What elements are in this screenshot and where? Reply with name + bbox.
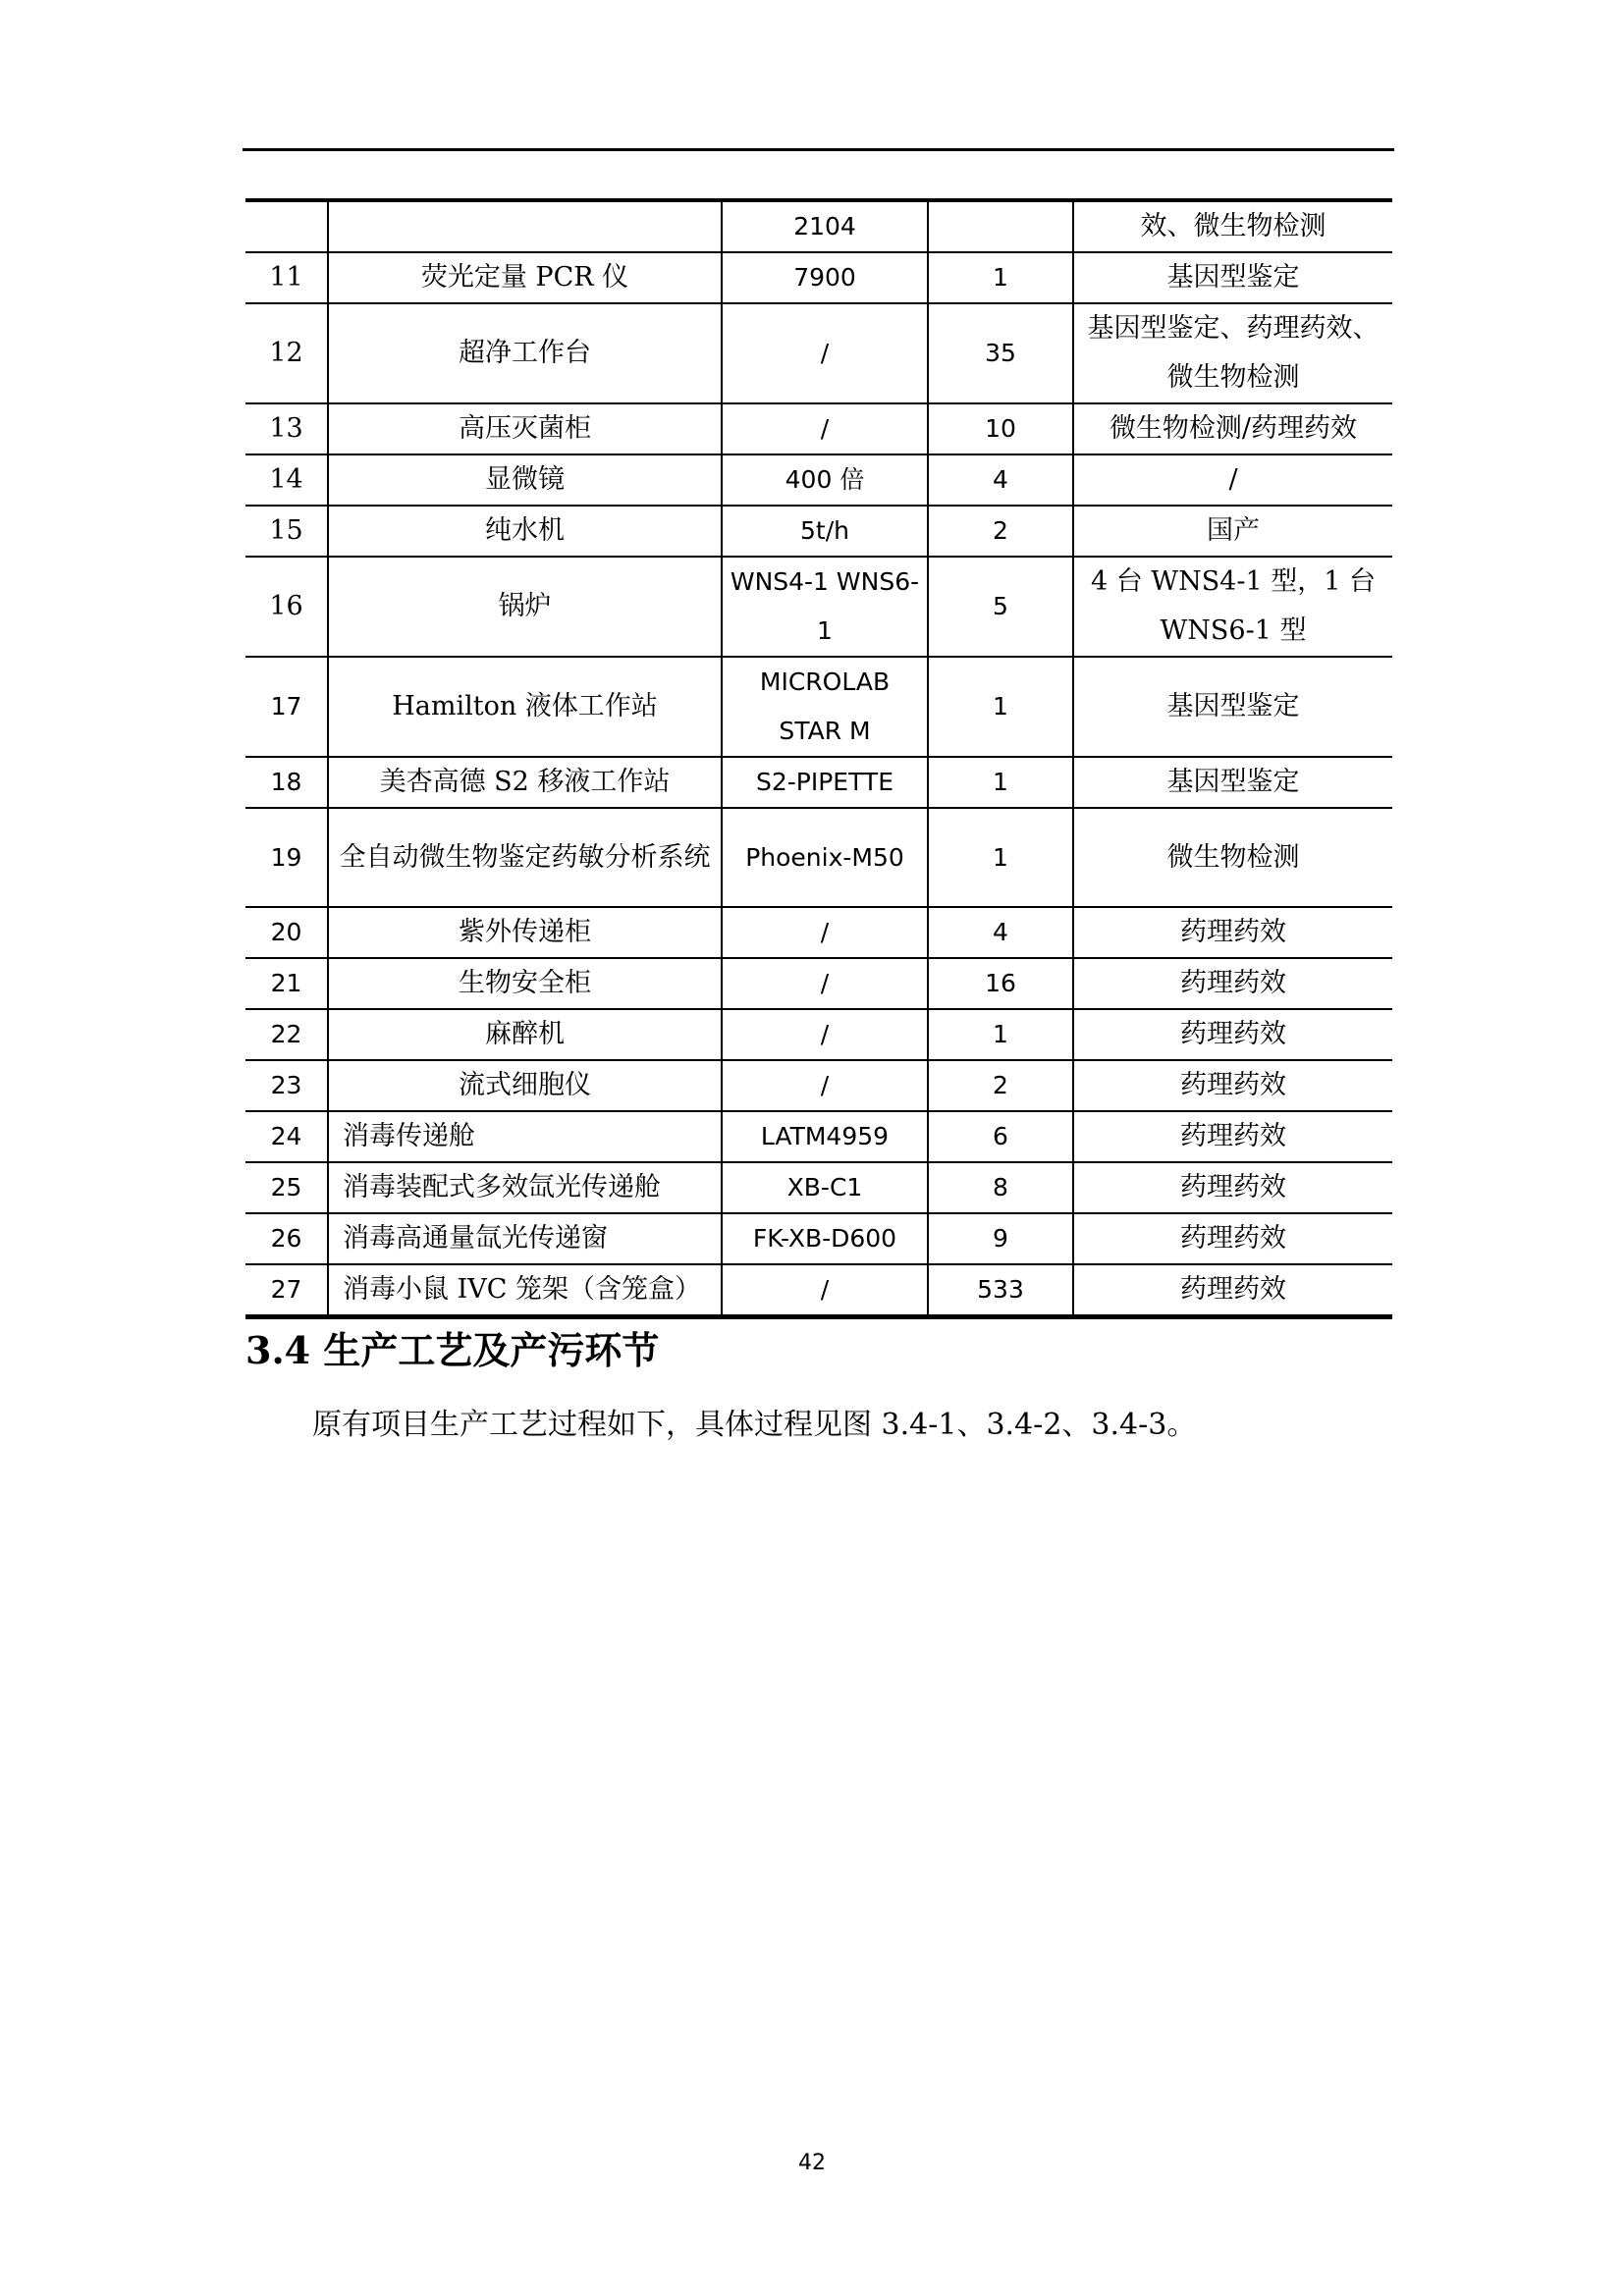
row-number-cell: 27 bbox=[245, 1264, 328, 1317]
model-cell: / bbox=[722, 403, 928, 454]
equipment-name-cell: 纯水机 bbox=[328, 506, 722, 557]
row-number-cell: 17 bbox=[245, 657, 328, 757]
row-number-cell bbox=[245, 200, 328, 252]
quantity-cell: 6 bbox=[928, 1111, 1073, 1162]
remark-cell: 微生物检测/药理药效 bbox=[1073, 403, 1392, 454]
model-cell: MICROLAB STAR M bbox=[722, 657, 928, 757]
quantity-cell: 1 bbox=[928, 252, 1073, 303]
model-cell: / bbox=[722, 1009, 928, 1060]
row-number-cell: 26 bbox=[245, 1213, 328, 1264]
model-cell: 7900 bbox=[722, 252, 928, 303]
table-row bbox=[245, 657, 1392, 757]
table-row bbox=[245, 1162, 1392, 1213]
row-number-cell: 13 bbox=[245, 403, 328, 454]
row-number-cell: 12 bbox=[245, 303, 328, 403]
quantity-cell: 2 bbox=[928, 1060, 1073, 1111]
page-number: 42 bbox=[798, 2151, 826, 2175]
table-row bbox=[245, 1060, 1392, 1111]
equipment-name-cell: 消毒小鼠 IVC 笼架（含笼盒） bbox=[328, 1264, 722, 1317]
equipment-name-cell: 流式细胞仪 bbox=[328, 1060, 722, 1111]
table-row bbox=[245, 757, 1392, 808]
quantity-cell: 1 bbox=[928, 808, 1073, 907]
equipment-table-body bbox=[245, 200, 1392, 1317]
model-cell: S2-PIPETTE bbox=[722, 757, 928, 808]
remark-cell: 药理药效 bbox=[1073, 907, 1392, 958]
table-row bbox=[245, 1009, 1392, 1060]
remark-cell: / bbox=[1073, 454, 1392, 506]
row-number-cell: 25 bbox=[245, 1162, 328, 1213]
remark-cell: 药理药效 bbox=[1073, 1009, 1392, 1060]
row-number-cell: 22 bbox=[245, 1009, 328, 1060]
row-number-cell: 14 bbox=[245, 454, 328, 506]
remark-cell: 4 台 WNS4-1 型，1 台 WNS6-1 型 bbox=[1073, 557, 1392, 657]
table-row bbox=[245, 907, 1392, 958]
remark-cell: 基因型鉴定 bbox=[1073, 757, 1392, 808]
row-number-cell: 23 bbox=[245, 1060, 328, 1111]
quantity-cell: 4 bbox=[928, 907, 1073, 958]
table-row bbox=[245, 557, 1392, 657]
equipment-name-cell: 美杏高德 S2 移液工作站 bbox=[328, 757, 722, 808]
row-number-cell: 21 bbox=[245, 958, 328, 1009]
model-cell: / bbox=[722, 1264, 928, 1317]
model-cell: 5t/h bbox=[722, 506, 928, 557]
quantity-cell: 35 bbox=[928, 303, 1073, 403]
remark-cell: 药理药效 bbox=[1073, 1213, 1392, 1264]
remark-cell: 微生物检测 bbox=[1073, 808, 1392, 907]
row-number-cell: 11 bbox=[245, 252, 328, 303]
equipment-name-cell: 消毒传递舱 bbox=[328, 1111, 722, 1162]
table-row bbox=[245, 303, 1392, 403]
table-row bbox=[245, 958, 1392, 1009]
table-row bbox=[245, 506, 1392, 557]
section-paragraph: 原有项目生产工艺过程如下，具体过程见图 3.4-1、3.4-2、3.4-3。 bbox=[312, 1408, 1197, 1442]
remark-cell: 药理药效 bbox=[1073, 1162, 1392, 1213]
table-row bbox=[245, 200, 1392, 252]
remark-cell: 药理药效 bbox=[1073, 1111, 1392, 1162]
equipment-name-cell: 荧光定量 PCR 仪 bbox=[328, 252, 722, 303]
remark-cell: 效、微生物检测 bbox=[1073, 200, 1392, 252]
equipment-name-cell: 显微镜 bbox=[328, 454, 722, 506]
equipment-table bbox=[245, 198, 1392, 1319]
equipment-name-cell: 锅炉 bbox=[328, 557, 722, 657]
table-row bbox=[245, 454, 1392, 506]
model-cell: LATM4959 bbox=[722, 1111, 928, 1162]
model-cell: XB-C1 bbox=[722, 1162, 928, 1213]
equipment-name-cell: Hamilton 液体工作站 bbox=[328, 657, 722, 757]
model-cell: Phoenix-M50 bbox=[722, 808, 928, 907]
equipment-name-cell: 紫外传递柜 bbox=[328, 907, 722, 958]
model-cell: / bbox=[722, 907, 928, 958]
remark-cell: 基因型鉴定 bbox=[1073, 252, 1392, 303]
header-rule bbox=[243, 148, 1394, 151]
remark-cell: 药理药效 bbox=[1073, 1264, 1392, 1317]
quantity-cell: 2 bbox=[928, 506, 1073, 557]
equipment-name-cell: 高压灭菌柜 bbox=[328, 403, 722, 454]
row-number-cell: 16 bbox=[245, 557, 328, 657]
model-cell: / bbox=[722, 958, 928, 1009]
row-number-cell: 20 bbox=[245, 907, 328, 958]
model-cell: 400 倍 bbox=[722, 454, 928, 506]
equipment-name-cell: 生物安全柜 bbox=[328, 958, 722, 1009]
model-cell: FK-XB-D600 bbox=[722, 1213, 928, 1264]
equipment-name-cell: 消毒高通量氙光传递窗 bbox=[328, 1213, 722, 1264]
equipment-name-cell bbox=[328, 200, 722, 252]
quantity-cell: 8 bbox=[928, 1162, 1073, 1213]
quantity-cell: 10 bbox=[928, 403, 1073, 454]
equipment-name-cell: 消毒装配式多效氙光传递舱 bbox=[328, 1162, 722, 1213]
equipment-name-cell: 全自动微生物鉴定药敏分析系统 bbox=[328, 808, 722, 907]
row-number-cell: 24 bbox=[245, 1111, 328, 1162]
remark-cell: 基因型鉴定 bbox=[1073, 657, 1392, 757]
model-cell: 2104 bbox=[722, 200, 928, 252]
quantity-cell: 533 bbox=[928, 1264, 1073, 1317]
remark-cell: 药理药效 bbox=[1073, 958, 1392, 1009]
row-number-cell: 15 bbox=[245, 506, 328, 557]
table-row bbox=[245, 808, 1392, 907]
table-row bbox=[245, 403, 1392, 454]
quantity-cell: 5 bbox=[928, 557, 1073, 657]
quantity-cell: 16 bbox=[928, 958, 1073, 1009]
model-cell: WNS4-1 WNS6-1 bbox=[722, 557, 928, 657]
quantity-cell bbox=[928, 200, 1073, 252]
quantity-cell: 1 bbox=[928, 757, 1073, 808]
table-row bbox=[245, 1111, 1392, 1162]
equipment-name-cell: 超净工作台 bbox=[328, 303, 722, 403]
quantity-cell: 9 bbox=[928, 1213, 1073, 1264]
remark-cell: 基因型鉴定、药理药效、微生物检测 bbox=[1073, 303, 1392, 403]
table-row bbox=[245, 252, 1392, 303]
table-row bbox=[245, 1264, 1392, 1317]
remark-cell: 国产 bbox=[1073, 506, 1392, 557]
section-title: 3.4 生产工艺及产污环节 bbox=[245, 1328, 660, 1372]
model-cell: / bbox=[722, 1060, 928, 1111]
table-row bbox=[245, 1213, 1392, 1264]
quantity-cell: 1 bbox=[928, 657, 1073, 757]
quantity-cell: 4 bbox=[928, 454, 1073, 506]
equipment-name-cell: 麻醉机 bbox=[328, 1009, 722, 1060]
row-number-cell: 18 bbox=[245, 757, 328, 808]
quantity-cell: 1 bbox=[928, 1009, 1073, 1060]
equipment-table-container bbox=[245, 198, 1392, 1319]
row-number-cell: 19 bbox=[245, 808, 328, 907]
model-cell: / bbox=[722, 303, 928, 403]
remark-cell: 药理药效 bbox=[1073, 1060, 1392, 1111]
